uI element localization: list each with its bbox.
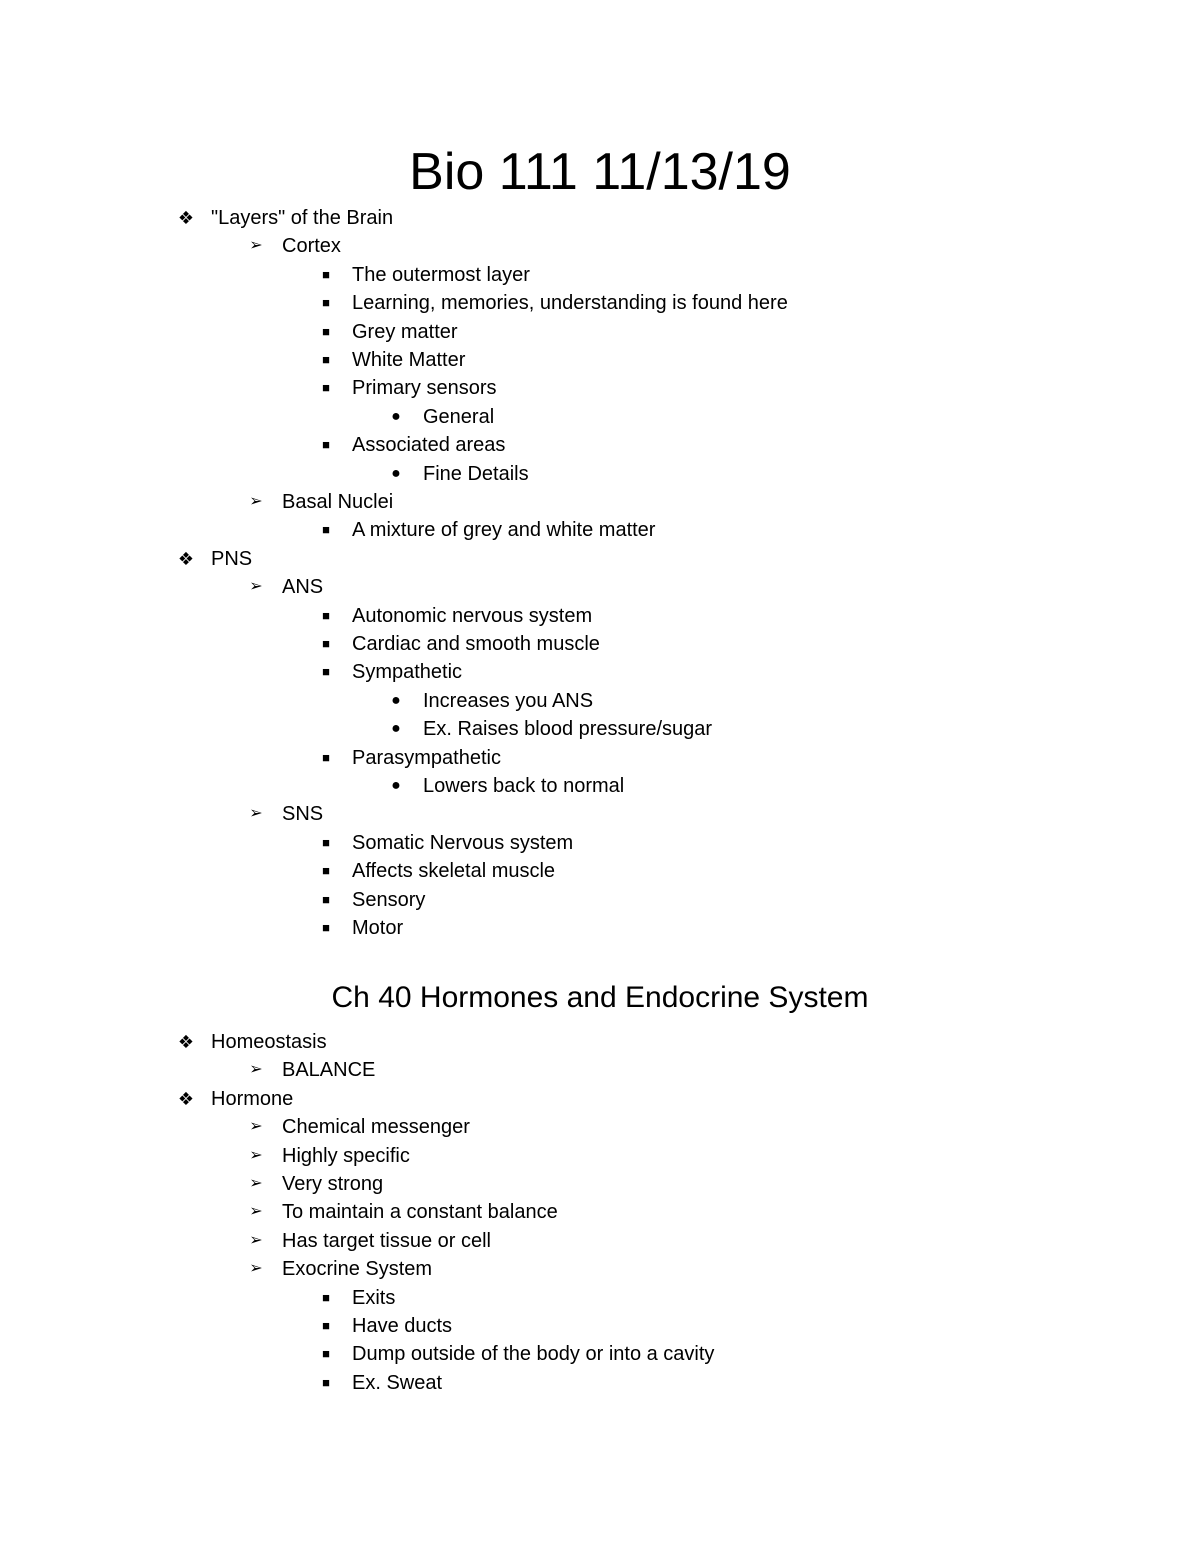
list-item-text: Associated areas — [352, 434, 506, 457]
list-item — [0, 1312, 1200, 1340]
diamond-bullet-icon: ❖ — [177, 548, 195, 569]
list-item — [0, 1170, 1200, 1198]
list-item-text: ANS — [282, 576, 324, 599]
list-item — [0, 1284, 1200, 1312]
list-item — [0, 1369, 1200, 1397]
list-item — [0, 1056, 1200, 1084]
square-bullet-icon: ■ — [322, 437, 330, 453]
diamond-bullet-icon: ❖ — [177, 208, 195, 228]
list-item — [0, 1085, 1200, 1113]
square-bullet-icon: ■ — [322, 1318, 330, 1333]
square-bullet-icon: ■ — [322, 636, 330, 651]
dot-bullet-icon: ● — [391, 691, 401, 709]
list-item-text: Motor — [352, 917, 404, 939]
square-bullet-icon: ■ — [322, 664, 330, 680]
arrow-bullet-icon: ➢ — [249, 1146, 263, 1164]
list-item-text: Dump outside of the body or into a cavity — [352, 1343, 715, 1366]
list-item-text: Ex. Raises blood pressure/sugar — [423, 718, 713, 741]
list-item — [0, 204, 1200, 232]
square-bullet-icon: ■ — [322, 920, 330, 935]
dot-bullet-icon: ● — [391, 777, 401, 794]
arrow-bullet-icon: ➢ — [249, 1203, 263, 1221]
list-item-text: Hormone — [211, 1087, 294, 1110]
list-item — [0, 829, 1200, 857]
list-item — [0, 1340, 1200, 1368]
list-item-text: Cardiac and smooth muscle — [352, 633, 600, 655]
square-bullet-icon: ■ — [322, 380, 330, 396]
list-item-text: Exocrine System — [282, 1258, 433, 1281]
list-item-text: SNS — [282, 803, 324, 826]
list-item — [0, 346, 1200, 374]
list-item-text: Sensory — [352, 888, 426, 911]
arrow-bullet-icon: ➢ — [249, 578, 263, 596]
list-item — [0, 744, 1200, 772]
dot-bullet-icon: ● — [391, 720, 401, 738]
list-item — [0, 232, 1200, 260]
square-bullet-icon: ■ — [322, 352, 330, 367]
list-item — [0, 488, 1200, 516]
list-item — [0, 261, 1200, 289]
list-item-text: White Matter — [352, 349, 466, 371]
square-bullet-icon: ■ — [322, 834, 330, 850]
list-item — [0, 374, 1200, 402]
square-bullet-icon: ■ — [322, 863, 330, 879]
list-item-text: Sympathetic — [352, 661, 463, 684]
list-item — [0, 800, 1200, 828]
list-item-text: Fine Details — [423, 462, 529, 485]
square-bullet-icon: ■ — [322, 891, 330, 907]
square-bullet-icon: ■ — [322, 1289, 330, 1305]
list-item-text: Somatic Nervous system — [352, 831, 574, 854]
list-item — [0, 460, 1200, 488]
list-item — [0, 516, 1200, 544]
arrow-bullet-icon: ➢ — [249, 805, 263, 823]
list-item-text: Learning, memories, understanding is found here — [352, 292, 788, 315]
list-item-text: Basal Nuclei — [282, 491, 394, 513]
arrow-bullet-icon: ➢ — [249, 1260, 263, 1278]
list-item-text: Grey matter — [352, 320, 458, 343]
list-item — [0, 1142, 1200, 1170]
list-item-text: Primary sensors — [352, 377, 497, 400]
list-item-text: The outermost layer — [352, 263, 530, 286]
arrow-bullet-icon: ➢ — [249, 1061, 263, 1079]
arrow-bullet-icon: ➢ — [249, 493, 263, 510]
list-item — [0, 715, 1200, 743]
list-item-text: A mixture of grey and white matter — [352, 519, 656, 542]
list-item — [0, 1255, 1200, 1283]
dot-bullet-icon: ● — [391, 407, 401, 425]
list-item-text: To maintain a constant balance — [282, 1201, 558, 1224]
list-item-text: Affects skeletal muscle — [352, 860, 556, 883]
list-item — [0, 1113, 1200, 1141]
arrow-bullet-icon: ➢ — [249, 1118, 263, 1136]
list-item — [0, 914, 1200, 942]
list-item — [0, 545, 1200, 573]
list-item-text: Increases you ANS — [423, 689, 594, 712]
list-item — [0, 573, 1200, 601]
list-item-text: PNS — [211, 547, 253, 570]
arrow-bullet-icon: ➢ — [249, 1175, 263, 1192]
list-item — [0, 431, 1200, 459]
list-item — [0, 602, 1200, 630]
list-item — [0, 1198, 1200, 1226]
square-bullet-icon: ■ — [322, 749, 330, 765]
list-item — [0, 403, 1200, 431]
list-item-text: "Layers" of the Brain — [211, 207, 394, 229]
list-item — [0, 630, 1200, 658]
list-item-text: Cortex — [282, 235, 341, 258]
list-item-text: Has target tissue or cell — [282, 1229, 491, 1252]
square-bullet-icon: ■ — [322, 1374, 330, 1390]
list-item — [0, 289, 1200, 317]
square-bullet-icon: ■ — [322, 323, 330, 339]
list-item-text: Lowers back to normal — [423, 775, 625, 797]
list-item — [0, 857, 1200, 885]
list-item-text: Ex. Sweat — [352, 1371, 443, 1394]
list-item — [0, 687, 1200, 715]
list-item — [0, 886, 1200, 914]
list-item-text: Have ducts — [352, 1315, 453, 1337]
square-bullet-icon: ■ — [322, 522, 330, 538]
list-item-text: Parasympathetic — [352, 746, 501, 769]
list-item-text: Chemical messenger — [282, 1116, 470, 1139]
section-heading-hormones: Ch 40 Hormones and Endocrine System — [331, 981, 869, 1014]
list-item — [0, 772, 1200, 800]
arrow-bullet-icon: ➢ — [249, 237, 263, 255]
list-item — [0, 1028, 1200, 1056]
square-bullet-icon: ■ — [322, 1346, 330, 1362]
diamond-bullet-icon: ❖ — [177, 1032, 195, 1052]
diamond-bullet-icon: ❖ — [177, 1088, 195, 1109]
list-item — [0, 1227, 1200, 1255]
square-bullet-icon: ■ — [322, 295, 330, 311]
list-item-text: General — [423, 405, 495, 428]
list-item-text: Homeostasis — [211, 1031, 327, 1053]
list-item-text: Very strong — [282, 1173, 384, 1195]
page-title: Bio 111 11/13/19 — [409, 143, 791, 201]
list-item-text: Autonomic nervous system — [352, 604, 593, 627]
list-item-text: BALANCE — [282, 1059, 376, 1082]
dot-bullet-icon: ● — [391, 464, 401, 482]
list-item — [0, 658, 1200, 686]
square-bullet-icon: ■ — [322, 607, 330, 623]
square-bullet-icon: ■ — [322, 266, 330, 282]
arrow-bullet-icon: ➢ — [249, 1231, 263, 1249]
list-item-text: Highly specific — [282, 1144, 410, 1167]
list-item-text: Exits — [352, 1286, 396, 1309]
list-item — [0, 318, 1200, 346]
